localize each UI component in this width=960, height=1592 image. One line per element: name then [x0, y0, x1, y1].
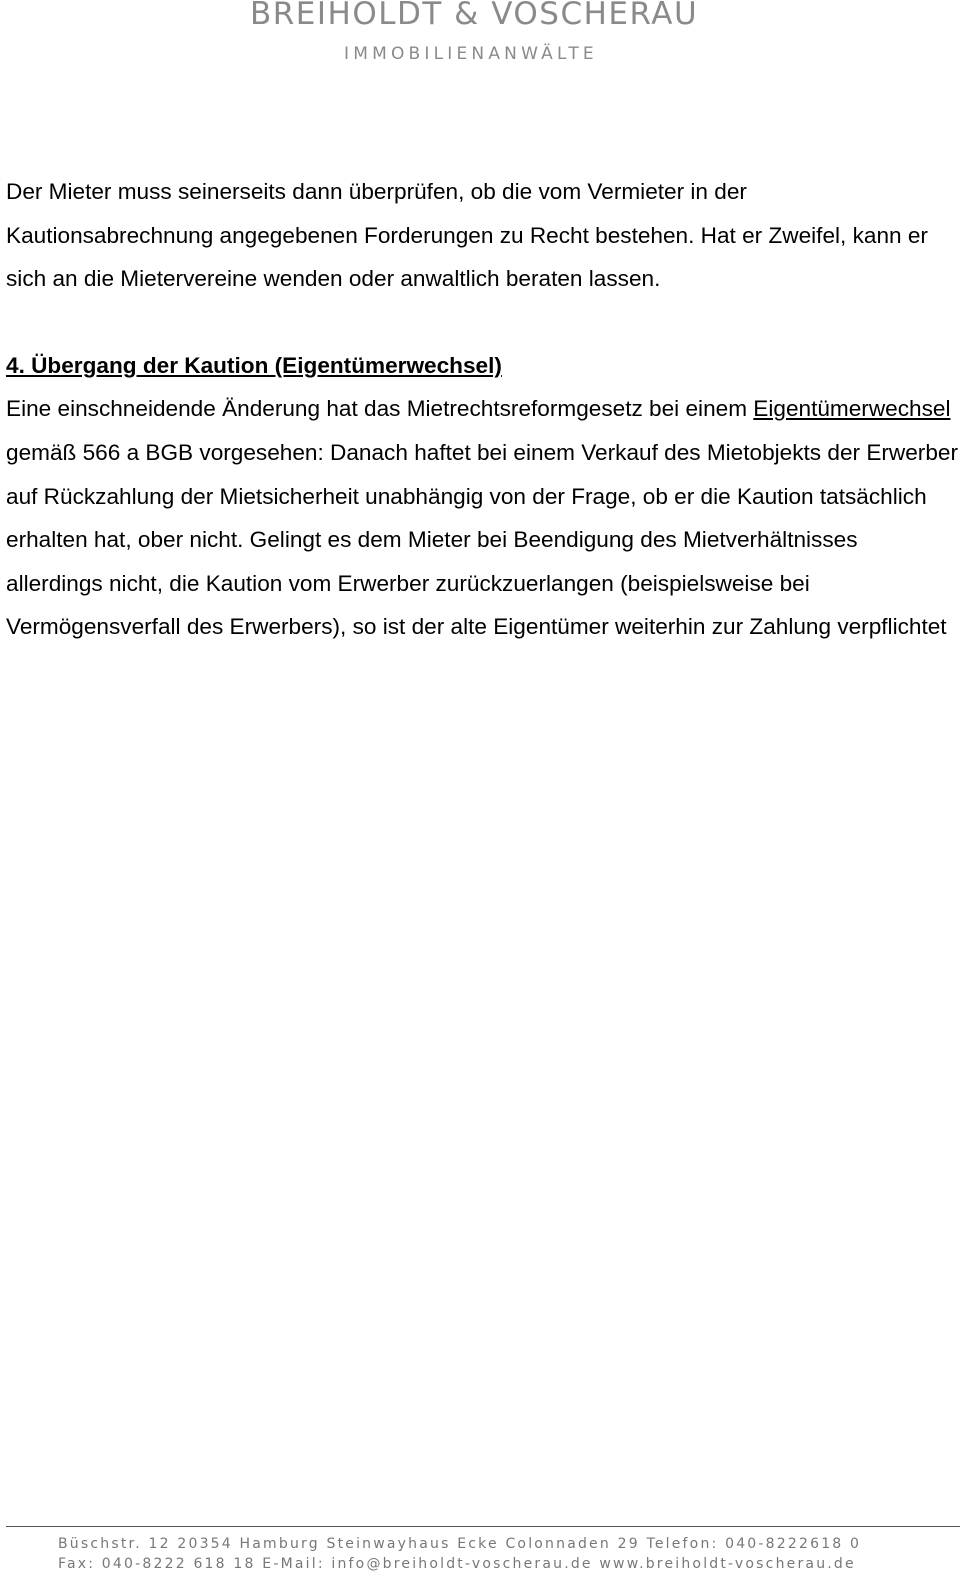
- paragraph-kautionsabrechnung: Der Mieter muss seinerseits dann überprüfen, ob die vom Vermieter in der Kautionsabrechnung angegebenen Forderungen zu Recht bestehen. Hat er Zweifel, kann er sich an die Mietervereine wenden oder anwaltlich beraten lassen.: [6, 179, 928, 292]
- firm-name: BREIHOLDT & VOSCHERAU: [250, 0, 699, 32]
- eigentuemerwechsel-link[interactable]: Eigentümerwechsel: [753, 396, 951, 422]
- paragraph-spacer: [6, 301, 958, 344]
- paragraph-eigentuemerwechsel: [6, 387, 958, 649]
- footer-address-line: Büschstr. 12 20354 Hamburg Steinwayhaus Ecke Colonnaden 29 Telefon: 040-8222618 0: [58, 1536, 862, 1552]
- firm-subtitle: IMMOBILIENANWÄLTE: [344, 44, 598, 64]
- paragraph-text-end: gemäß 566 a BGB vorgesehen: Danach haftet bei einem Verkauf des Mietobjekts der Erwerber auf Rückzahlung der Mietsicherheit unabhängig von der Frage, ob er die Kaution tatsächlich erhalten hat, ober nicht. Gelingt es dem Mieter bei Beendigung des Mietverhältnisses allerdings nicht, die Kaution vom Erwerber zurückzuerlangen (beispielsweise bei Vermögensverfall des Erwerbers), so ist der alte Eigentümer weiterhin zur Zahlung verpflichtet: [6, 439, 958, 640]
- document-body: [6, 170, 958, 649]
- paragraph-text-start: Eine einschneidende Änderung hat das Mietrechtsreformgesetz bei einem: [6, 396, 754, 422]
- letterhead: [250, 0, 810, 64]
- section-heading: 4. Übergang der Kaution (Eigentümerwechsel): [6, 352, 502, 378]
- footer-divider: [6, 1526, 960, 1527]
- footer-contact-line: Fax: 040-8222 618 18 E-Mail: info@breiholdt-voscherau.de www.breiholdt-voscherau.de: [58, 1556, 856, 1572]
- footer: [58, 1534, 958, 1574]
